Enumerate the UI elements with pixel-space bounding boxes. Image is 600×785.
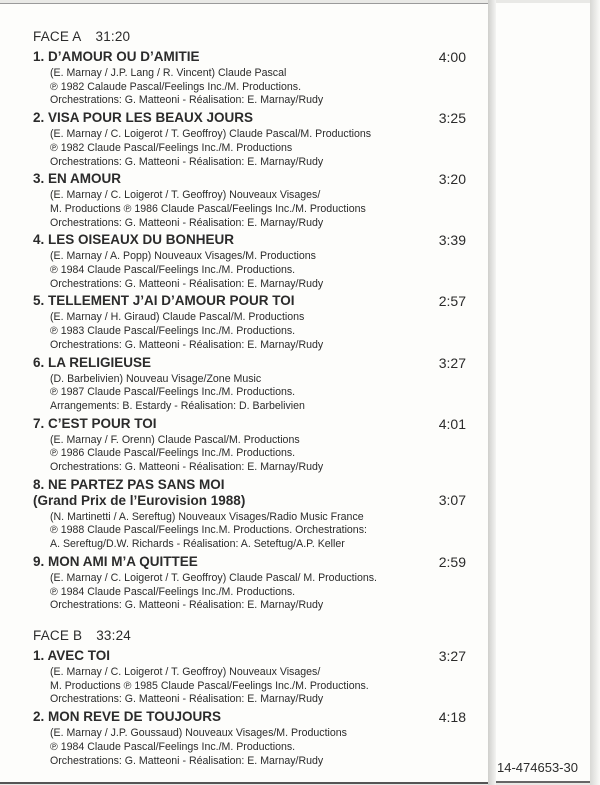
face-b-tracks — [33, 646, 466, 768]
track-8 — [33, 475, 466, 552]
face-a-header — [33, 27, 466, 47]
track-duration: 3:20 — [438, 171, 466, 188]
track-credit-line: ℗ 1984 Claude Pascal/Feelings Inc./M. Productions. — [50, 740, 296, 753]
track-credit-line: (D. Barbelivien) Nouveau Visage/Zone Music — [50, 372, 262, 385]
track-title: 1. D’AMOUR OU D’AMITIE — [33, 49, 200, 64]
track-duration: 4:00 — [438, 49, 466, 65]
track-7 — [33, 414, 466, 475]
track-title: 2. VISA POUR LES BEAUX JOURS — [33, 110, 254, 126]
track-credit-line: ℗ 1982 Claude Pascal/Feelings Inc./M. Productions — [50, 141, 293, 154]
track-credit-line: (N. Martinetti / A. Sereftug) Nouveaux Visages/Radio Music France — [50, 510, 364, 523]
track-credit-line: Orchestrations: G. Matteoni - Réalisation: E. Marnay/Rudy — [50, 338, 324, 351]
tracklist — [33, 27, 466, 768]
track-credit-line: (E. Marnay / C. Loigerot / T. Geoffroy) Nouveaux Visages/ — [50, 189, 321, 202]
track-title: 5. TELLEMENT J’AI D’AMOUR POUR TOI — [33, 293, 295, 309]
track-credit-line: Orchestrations: G. Matteoni - Réalisation: E. Marnay/Rudy — [50, 754, 324, 767]
track-2 — [33, 108, 466, 169]
track-title: 7. C’EST POUR TOI — [33, 415, 157, 431]
fold-crease — [488, 0, 496, 785]
inlay-edge — [590, 0, 600, 785]
track-credit-line: Orchestrations: G. Matteoni - Réalisation: E. Marnay/Rudy — [50, 277, 324, 290]
track-1 — [33, 646, 466, 707]
track-credit-line: Orchestrations: G. Matteoni - Réalisation: E. Marnay/Rudy — [50, 155, 324, 168]
face-a-tracks — [33, 47, 466, 475]
track-credit-line: ℗ 1984 Claude Pascal/Feelings Inc./M. Productions. — [50, 264, 296, 277]
track-title: 8. NE PARTEZ PAS SANS MOI — [33, 476, 225, 492]
track-title: 4. LES OISEAUX DU BONHEUR — [33, 232, 235, 248]
track-credit-line: (E. Marnay / C. Loigerot / T. Geoffroy) Claude Pascal/ M. Productions. — [50, 571, 377, 584]
track-duration: 3:39 — [438, 232, 466, 249]
track-credit-line: ℗ 1986 Claude Pascal/Feelings Inc./M. Productions. — [50, 447, 296, 460]
track-credit-line: M. Productions ℗ 1985 Claude Pascal/Feelings Inc./M. Productions. — [50, 679, 369, 692]
track-duration: 3:27 — [438, 354, 466, 371]
track-credit-line: (E. Marnay / J.P. Lang / R. Vincent) Claude Pascal — [50, 67, 287, 79]
track-subtitle: (Grand Prix de l’Eurovision 1988) — [33, 492, 246, 508]
track-duration: 3:25 — [438, 110, 466, 127]
track-credit-line: (E. Marnay / F. Orenn) Claude Pascal/M. Productions — [50, 433, 300, 446]
track-duration: 2:59 — [438, 553, 466, 570]
track-credit-line: Orchestrations: G. Matteoni - Réalisation: E. Marnay/Rudy — [50, 461, 324, 474]
track-credit-line: ℗ 1983 Claude Pascal/Feelings Inc./M. Productions. — [50, 325, 296, 338]
track-credit-line: Orchestrations: G. Matteoni - Réalisation: E. Marnay/Rudy — [50, 216, 324, 229]
face-b-header — [33, 626, 466, 646]
track-duration: 4:01 — [438, 415, 466, 432]
track-credit-line: ℗ 1988 Claude Pascal/Feelings Inc.M. Productions. Orchestrations: — [50, 524, 367, 537]
track-credit-line: (E. Marnay / H. Giraud) Claude Pascal/M. Productions — [50, 311, 305, 324]
face-total: 31:20 — [95, 29, 131, 44]
track-title: 1. AVEC TOI — [33, 647, 111, 663]
track-title: 2. MON REVE DE TOUJOURS — [33, 709, 222, 725]
track-title: 3. EN AMOUR — [33, 171, 122, 187]
track-title: 6. LA RELIGIEUSE — [33, 354, 152, 370]
track-1 — [33, 47, 466, 108]
face-label: FACE A — [33, 29, 82, 44]
track-5 — [33, 291, 466, 352]
track-3 — [33, 169, 466, 230]
track-credit-line: ℗ 1984 Claude Pascal/Feelings Inc./M. Productions. — [50, 585, 296, 598]
track-6 — [33, 353, 466, 414]
track-credit-line: Arrangements: B. Estardy - Réalisation: D. Barbelivien — [50, 399, 305, 412]
track-credit-line: Orchestrations: G. Matteoni - Réalisation: E. Marnay/Rudy — [50, 599, 324, 612]
track-credit-line: (E. Marnay / C. Loigerot / T. Geoffroy) Claude Pascal/M. Productions — [50, 128, 372, 141]
track-credit-line: Orchestrations: G. Matteoni - Réalisation: E. Marnay/Rudy — [50, 693, 324, 706]
track-9 — [33, 552, 466, 613]
track-credit-line: (E. Marnay / A. Popp) Nouveaux Visages/M. Productions — [50, 250, 316, 263]
track-credit-line: A. Sereftug/D.W. Richards - Réalisation: A. Seteftug/A.P. Keller — [50, 538, 345, 551]
face-total: 33:24 — [96, 627, 132, 643]
catalog-number: 14-474653-30 — [497, 760, 578, 775]
track-credit-line: Orchestrations: G. Matteoni - Réalisation: E. Marnay/Rudy — [50, 94, 324, 107]
track-credit-line: (E. Marnay / C. Loigerot / T. Geoffroy) Nouveaux Visages/ — [50, 665, 321, 678]
track-duration: 3:27 — [438, 647, 466, 664]
track-duration: 3:07 — [438, 491, 466, 508]
track-duration: 4:18 — [438, 709, 466, 726]
inlay-spine-panel — [496, 3, 590, 783]
track-credit-line: M. Productions ℗ 1986 Claude Pascal/Feelings Inc./M. Productions — [50, 202, 366, 215]
track-credit-line: (E. Marnay / J.P. Goussaud) Nouveaux Visages/M. Productions — [50, 727, 347, 740]
track-title: 9. MON AMI M’A QUITTEE — [33, 553, 198, 569]
track-credit-line: ℗ 1987 Claude Pascal/Feelings Inc./M. Productions. — [50, 386, 296, 399]
track-credit-line: ℗ 1982 Calaude Pascal/Feelings Inc./M. Productions. — [50, 80, 302, 93]
track-2 — [33, 707, 466, 768]
face-label: FACE B — [33, 627, 83, 643]
track-4 — [33, 230, 466, 291]
track-duration: 2:57 — [438, 293, 466, 310]
